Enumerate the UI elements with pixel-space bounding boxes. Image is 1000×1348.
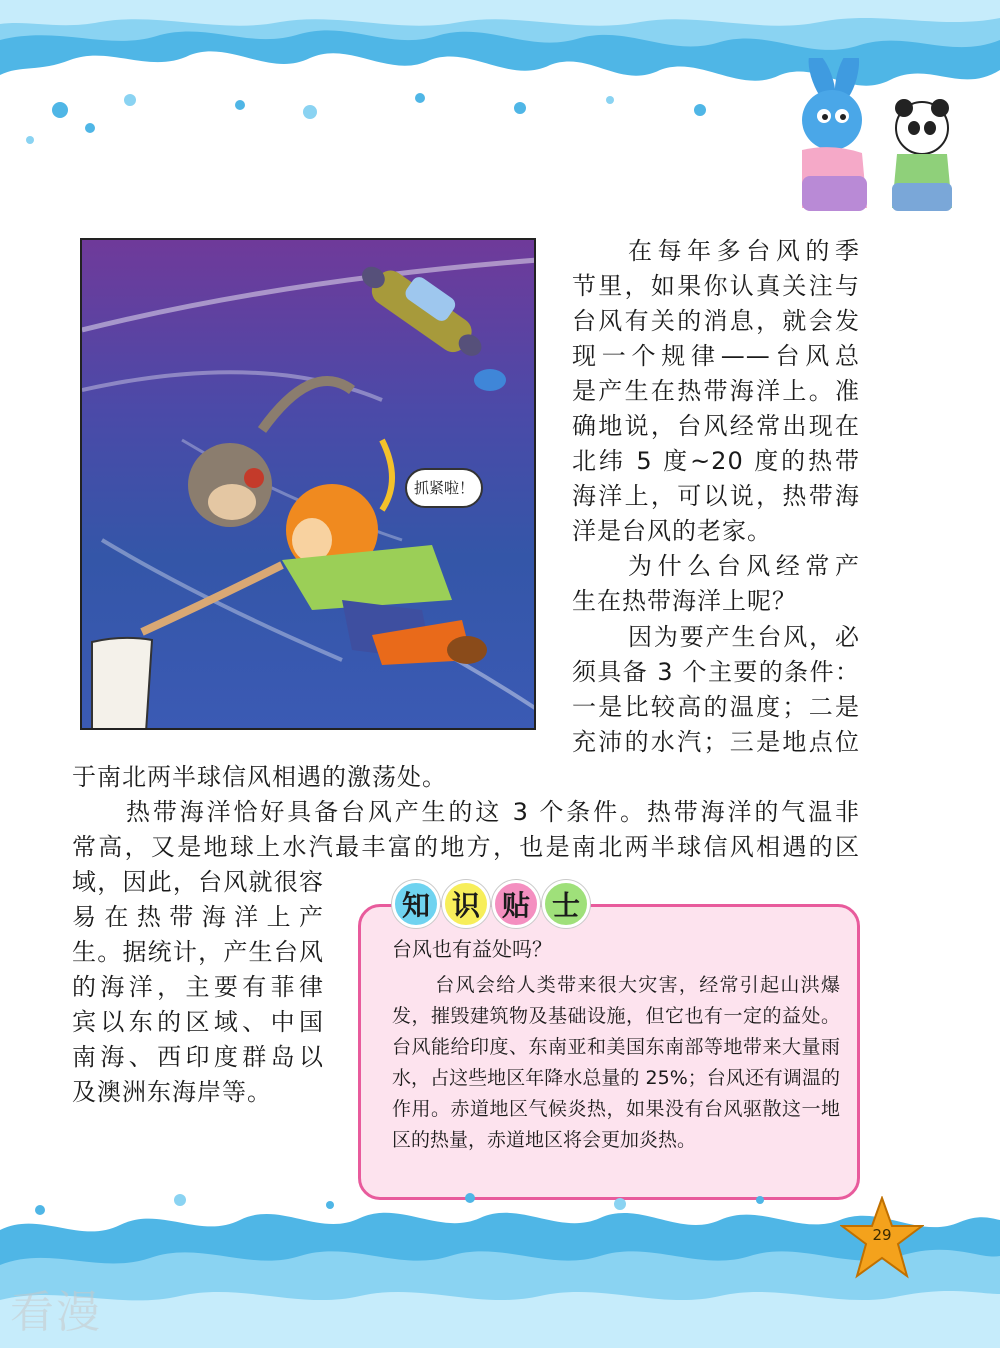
text-line: 因为要产生台风，必 xyxy=(628,623,860,651)
text-line: 是产生在热带海洋上。准 xyxy=(572,377,860,405)
text-line: 易在热带海洋上产 xyxy=(72,903,324,931)
text-line: 宾以东的区域、中国 xyxy=(72,1008,324,1036)
tips-question: 台风也有益处吗？ xyxy=(392,937,552,961)
text-line: 确地说，台风经常出现在 xyxy=(572,412,860,440)
tips-title-char: 知 xyxy=(392,880,440,928)
speech-bubble: 抓紧啦！ xyxy=(405,468,483,508)
text-line: 及澳洲东海岸等。 xyxy=(72,1078,272,1106)
tips-title-char: 贴 xyxy=(492,880,540,928)
text-line: 海洋上，可以说，热带海 xyxy=(572,482,860,510)
text-line: 热带海洋恰好具备台风产生的这 3 个条件。热带海洋的气温非 xyxy=(126,798,860,826)
text-line: 一是比较高的温度；二是 xyxy=(572,693,860,721)
text-line: 生在热带海洋上呢？ xyxy=(572,587,797,615)
page-number: 29 xyxy=(872,1226,892,1244)
text-line: 生。据统计，产生台风 xyxy=(72,938,324,966)
text-line: 节里，如果你认真关注与 xyxy=(572,272,860,300)
text-line: 的海洋，主要有菲律 xyxy=(72,973,324,1001)
tips-body-content: 台风会给人类带来很大灾害，经常引起山洪爆发，摧毁建筑物及基础设施，但它也有一定的益处。台风能给印度、东南亚和美国东南部等地带来大量雨水，占这些地区年降水总量的 25%；台风还有调温的作用。赤道地区气候炎热，如果没有台风驱散这一地区的热量，赤道地区将会更加炎热。 xyxy=(392,974,840,1151)
text-line: 台风有关的消息，就会发 xyxy=(572,307,860,335)
text-line: 于南北两半球信风相遇的激荡处。 xyxy=(72,763,447,791)
tips-title-char: 识 xyxy=(442,880,490,928)
text-line: 充沛的水汽；三是地点位 xyxy=(572,728,860,756)
mascot-characters-illustration xyxy=(762,58,982,223)
text-line: 常高，又是地球上水汽最丰富的地方，也是南北两半球信风相遇的区 xyxy=(72,833,860,861)
text-line: 须具备 3 个主要的条件： xyxy=(572,658,860,686)
text-line: 南海、西印度群岛以 xyxy=(72,1043,324,1071)
tips-body-text xyxy=(392,970,840,1156)
tips-title-char: 士 xyxy=(542,880,590,928)
text-line: 域，因此，台风就很容 xyxy=(72,868,324,896)
text-line: 北纬 5 度~20 度的热带 xyxy=(572,447,860,475)
text-line: 为什么台风经常产 xyxy=(628,552,860,580)
knowledge-tips-title xyxy=(392,880,590,928)
watermark: 看漫 xyxy=(10,1287,102,1338)
text-line: 在每年多台风的季 xyxy=(628,237,860,265)
text-line: 现一个规律——台风总 xyxy=(572,342,860,370)
text-line: 洋是台风的老家。 xyxy=(572,517,772,545)
